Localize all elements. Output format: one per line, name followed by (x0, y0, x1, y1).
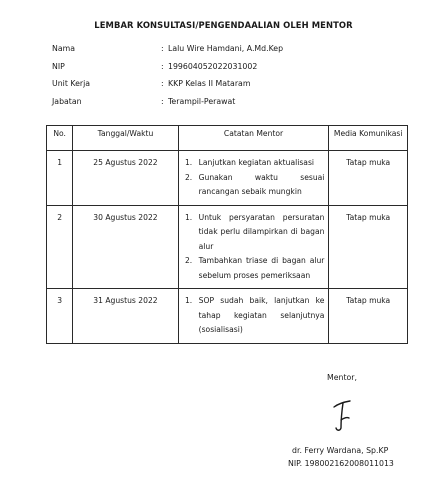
info-colon: : (161, 96, 164, 106)
info-value: Terampil-Perawat (168, 96, 236, 106)
header-media: Media Komunikasi (329, 126, 408, 151)
row-notes (178, 289, 329, 344)
note-item: 2. Gunakan waktu sesuai rancangan sebaik mungkin (195, 171, 325, 200)
document-title: LEMBAR KONSULTASI/PENGENDAALIAN OLEH MENTOR (94, 20, 353, 30)
note-item: 1. SOP sudah baik, lanjutkan ke tahap kegiatan selanjutnya (sosialisasi) (195, 294, 325, 338)
info-colon: : (161, 61, 164, 71)
mentee-info (52, 40, 412, 110)
row-date: 30 Agustus 2022 (73, 205, 178, 289)
info-row-position (52, 93, 412, 111)
row-media: Tatap muka (329, 205, 408, 289)
table-row (47, 289, 408, 344)
header-date: Tanggal/Waktu (73, 126, 178, 151)
info-value: Lalu Wire Hamdani, A.Md.Kep (168, 44, 284, 53)
row-date: 25 Agustus 2022 (73, 151, 178, 206)
consultation-table (46, 125, 408, 344)
row-media: Tatap muka (329, 289, 408, 344)
info-colon: : (161, 44, 164, 53)
header-notes: Catatan Mentor (178, 126, 329, 151)
mentor-nip: NIP. 198002162008011013 (288, 459, 394, 468)
row-number: 3 (47, 289, 73, 344)
table-row (47, 151, 408, 206)
mentor-name: dr. Ferry Wardana, Sp.KP (292, 446, 389, 455)
info-label: Jabatan (52, 96, 82, 106)
info-label: Unit Kerja (52, 79, 91, 88)
header-no: No. (47, 126, 73, 151)
info-label: NIP (52, 61, 65, 71)
info-value: 199604052022031002 (168, 61, 258, 71)
row-number: 1 (47, 151, 73, 206)
note-item: 1. Lanjutkan kegiatan aktualisasi (195, 156, 325, 171)
note-item: 1. Untuk persyaratan persuratan tidak perlu dilampirkan di bagan alur (195, 211, 325, 255)
row-number: 2 (47, 205, 73, 289)
info-row-name (52, 40, 412, 58)
signature-heading: Mentor, (327, 373, 357, 382)
info-row-nip (52, 58, 412, 76)
note-item: 2. Tambahkan triase di bagan alur sebelum proses pemeriksaan (195, 254, 325, 283)
info-value: KKP Kelas II Mataram (168, 79, 251, 88)
info-row-unit (52, 75, 412, 93)
table-row (47, 205, 408, 289)
info-label: Nama (52, 44, 75, 53)
row-media: Tatap muka (329, 151, 408, 206)
row-notes (178, 205, 329, 289)
handwritten-signature (328, 398, 358, 434)
row-date: 31 Agustus 2022 (73, 289, 178, 344)
row-notes (178, 151, 329, 206)
info-colon: : (161, 79, 164, 88)
table-header-row (47, 126, 408, 151)
